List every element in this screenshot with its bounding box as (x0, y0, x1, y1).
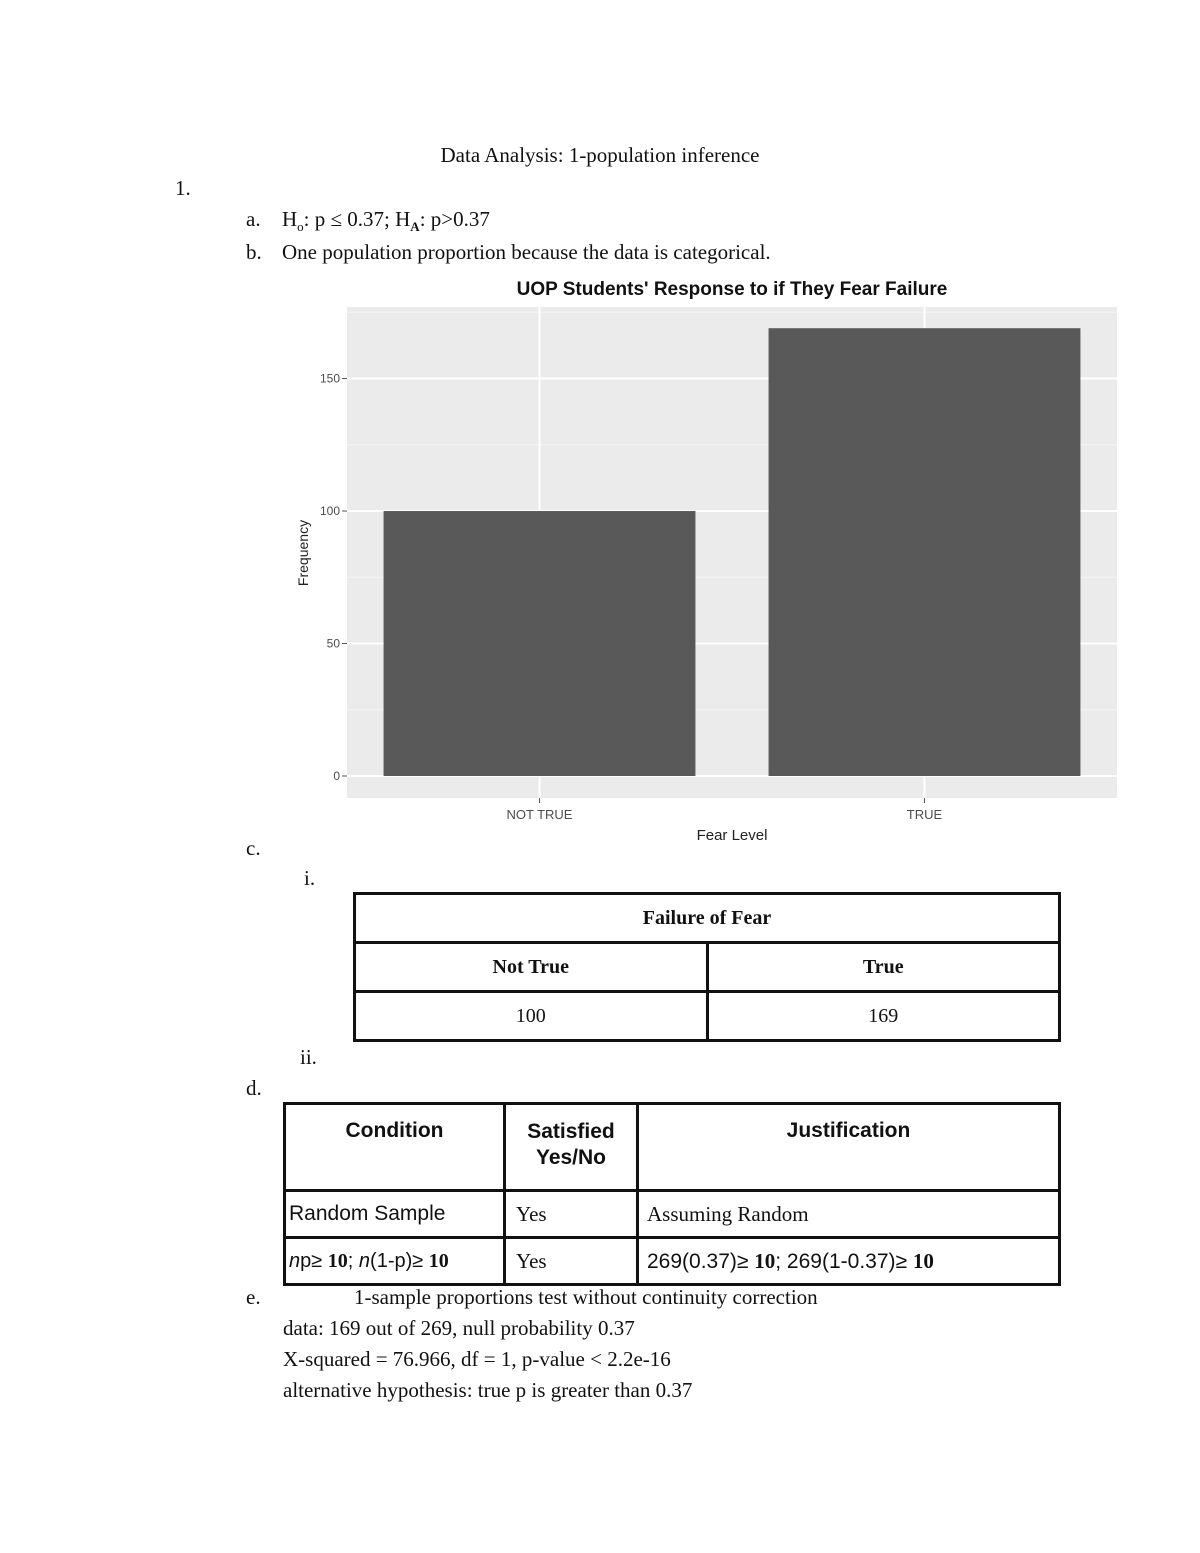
ten-bold: 10 (327, 1249, 348, 1272)
bar-true (769, 328, 1081, 776)
n-var: n (289, 1249, 301, 1272)
justification-part-2: ; 269(1-0.37)≥ (775, 1249, 913, 1273)
test-output-alternative: alternative hypothesis: true p is greater than 0.37 (283, 1378, 693, 1402)
conditions-table (283, 1102, 1061, 1286)
y-tick-label: 100 (319, 504, 340, 519)
ha-letter: H (395, 207, 411, 231)
np-text: p≥ (300, 1249, 328, 1272)
x-axis-label: Fear Level (696, 827, 768, 844)
item-c-i-marker: i. (304, 866, 316, 890)
item-a-marker: a. (246, 207, 261, 231)
column-header-not-true: Not True (355, 943, 708, 992)
question-number: 1. (175, 176, 191, 200)
y-tick-label: 150 (319, 371, 340, 386)
test-type-text: One population proportion because the data is categorical. (282, 240, 771, 264)
h0-subscript: o (297, 219, 304, 235)
item-e-marker: e. (246, 1285, 261, 1309)
page-title: Data Analysis: 1-population inference (440, 143, 760, 167)
justification-ten-2: 10 (912, 1248, 934, 1273)
test-output-title: 1-sample proportions test without continuity correction (354, 1285, 818, 1309)
hypotheses (282, 207, 490, 235)
n1p-text: (1-p)≥ (370, 1249, 429, 1272)
item-d-marker: d. (246, 1076, 262, 1100)
test-output-data: data: 169 out of 269, null probability 0.37 (283, 1316, 635, 1340)
chart-title: UOP Students' Response to if They Fear Failure (516, 279, 948, 300)
bar-chart (280, 270, 1130, 850)
h0-letter: H (282, 207, 298, 231)
frequency-table-header: Failure of Fear (355, 894, 1060, 943)
cell-true-count: 169 (707, 992, 1060, 1041)
y-tick-label: 0 (333, 769, 340, 783)
x-tick-label: TRUE (906, 807, 943, 822)
cell-condition-random: Random Sample (285, 1191, 505, 1238)
justification-part-1: 269(0.37)≥ (647, 1249, 755, 1273)
n-var-2: n (358, 1249, 371, 1272)
header-satisfied: Satisfied Yes/No (505, 1104, 638, 1191)
y-axis-label: Frequency (295, 519, 311, 587)
cell-satisfied-sample-size: Yes (505, 1238, 638, 1285)
bar-not-true (384, 511, 696, 776)
ten-bold-2: 10 (428, 1249, 449, 1272)
cell-justification-sample-size (638, 1238, 1060, 1285)
ha-text: : p>0.37 (419, 207, 490, 231)
cell-condition-sample-size (285, 1238, 505, 1285)
h0-text: : p ≤ 0.37; (303, 207, 396, 231)
test-output-statistic: X-squared = 76.966, df = 1, p-value < 2.2e-16 (283, 1347, 671, 1371)
y-tick-label: 50 (326, 636, 340, 651)
frequency-table (353, 892, 1061, 1042)
item-c-marker: c. (246, 836, 261, 860)
x-tick-label: NOT TRUE (506, 807, 573, 822)
item-b-marker: b. (246, 240, 262, 264)
header-justification: Justification (638, 1104, 1060, 1191)
cell-not-true-count: 100 (355, 992, 708, 1041)
item-c-ii-marker: ii. (300, 1045, 317, 1069)
cell-satisfied-random: Yes (505, 1191, 638, 1238)
column-header-true: True (707, 943, 1060, 992)
header-condition: Condition (285, 1104, 505, 1191)
separator-text: ; (347, 1249, 359, 1272)
cell-justification-random: Assuming Random (638, 1191, 1060, 1238)
justification-ten-1: 10 (754, 1248, 776, 1273)
ha-subscript: A (410, 219, 420, 235)
